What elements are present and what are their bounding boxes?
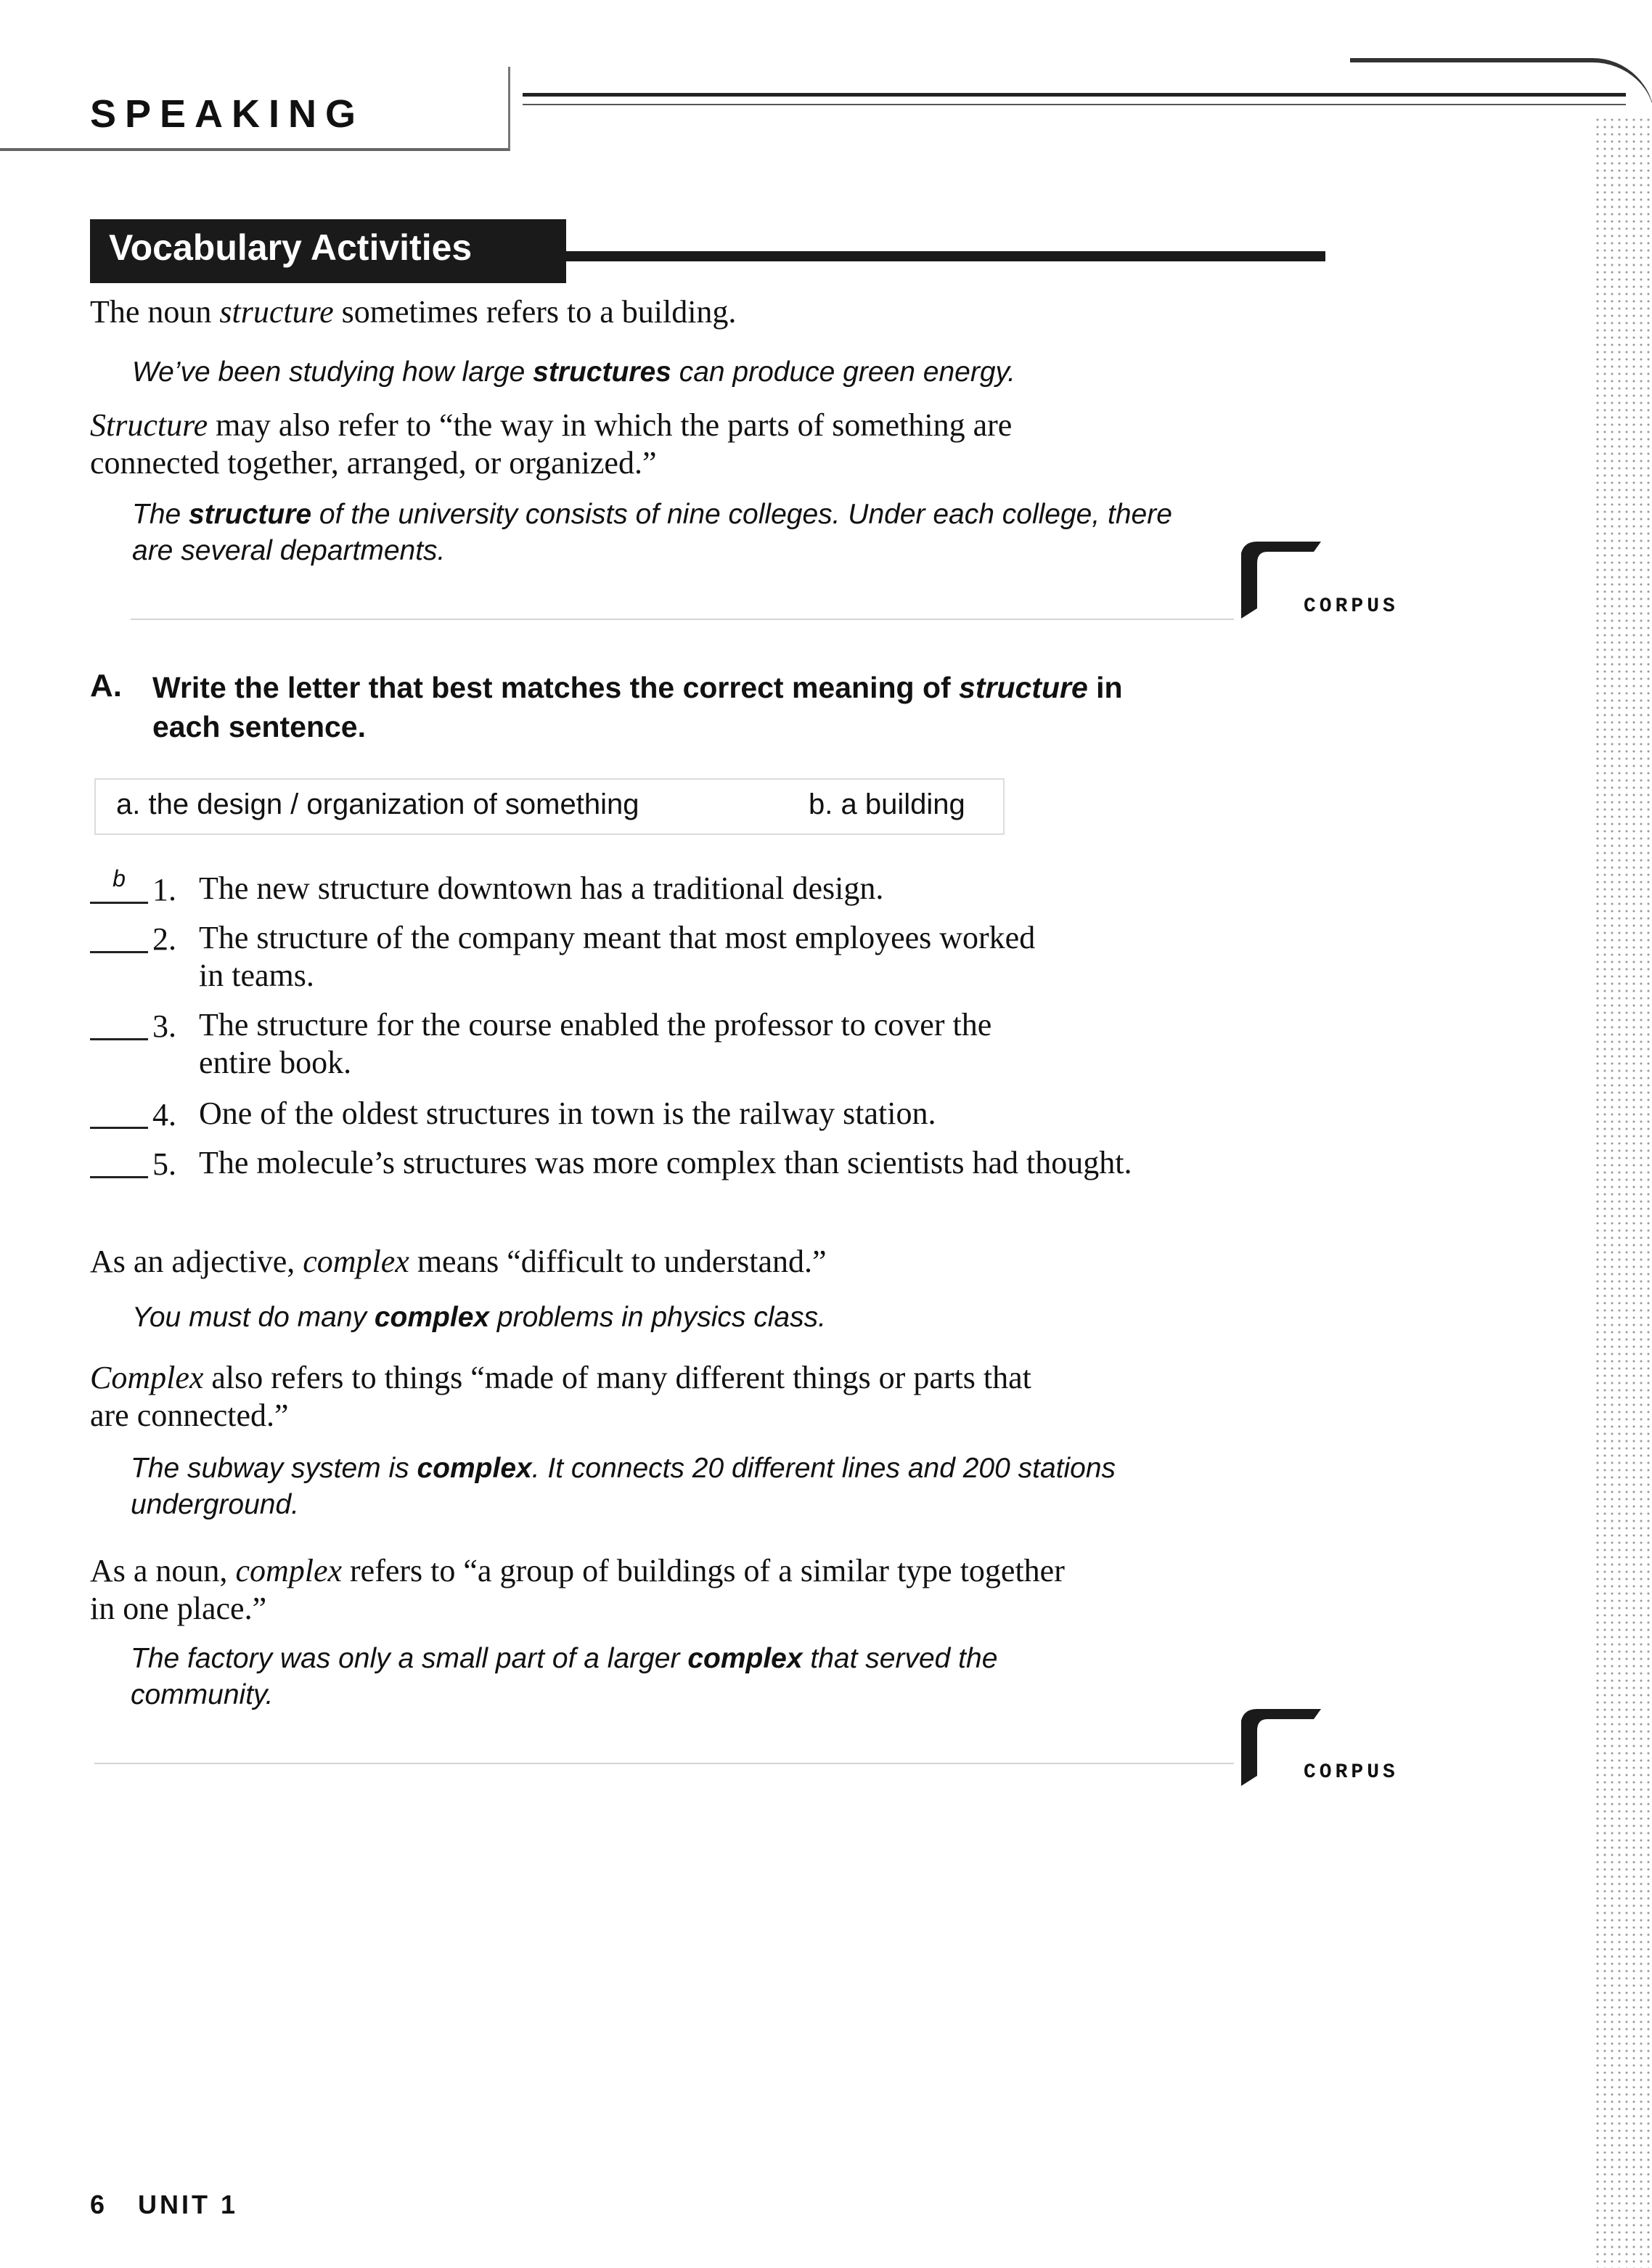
section-label: SPEAKING (90, 92, 365, 136)
answer-blank[interactable] (90, 865, 148, 904)
answer-blank[interactable] (90, 1009, 148, 1040)
page-edge-texture (1594, 116, 1652, 2268)
def-text: The noun (90, 294, 220, 330)
example-keyword: complex (374, 1302, 490, 1333)
item-line: The structure for the course enabled the professor to cover the (199, 1007, 992, 1043)
structure-definition-1 (90, 293, 736, 331)
exercise-item (90, 1006, 1324, 1086)
example-text: The subway system is (131, 1453, 417, 1484)
item-text (199, 919, 1035, 995)
def-word: Structure (90, 407, 208, 443)
def-text: As an adjective, (90, 1244, 303, 1279)
activity-instructions (152, 668, 1241, 746)
complex-definition-3 (90, 1552, 1065, 1628)
example-text: that served the (802, 1643, 998, 1674)
item-number: 3. (152, 1008, 176, 1044)
example-text: can produce green energy. (671, 356, 1015, 388)
item-number: 1. (152, 872, 176, 907)
header-rule (523, 93, 1626, 105)
example-keyword: complex (417, 1453, 532, 1484)
exercise-item (90, 1095, 1324, 1138)
item-line: entire book. (199, 1045, 352, 1080)
item-text: One of the oldest structures in town is the railway station. (199, 1096, 936, 1131)
example-text: We’ve been studying how large (132, 356, 533, 388)
answer-blank[interactable] (90, 1098, 148, 1129)
answer-text: b (113, 865, 126, 892)
section-divider (131, 619, 1234, 620)
page-number: 6 (90, 2190, 105, 2219)
item-line: The structure of the company meant that most employees worked (199, 920, 1036, 955)
answer-blank[interactable] (90, 922, 148, 953)
def-word: complex (303, 1244, 409, 1279)
structure-example-1 (132, 354, 1015, 391)
example-text: of the university consists of nine colleges. Under each college, there (311, 499, 1172, 530)
instruction-text: Write the letter that best matches the correct meaning of (152, 671, 960, 704)
instruction-text: each sentence. (152, 710, 366, 743)
example-text: are several departments. (132, 535, 446, 566)
complex-definition-2 (90, 1359, 1031, 1435)
corpus-label: CORPUS (1304, 595, 1399, 618)
exercise-item (90, 865, 1324, 913)
option-a: a. the design / organization of something (116, 788, 639, 820)
def-word: structure (219, 294, 334, 330)
example-text: problems in physics class. (489, 1302, 826, 1333)
vocab-heading-rule (566, 251, 1325, 261)
activity-letter: A. (90, 668, 122, 703)
def-text: refers to “a group of buildings of a similar type together (342, 1553, 1065, 1588)
exercise-item (90, 1144, 1324, 1188)
example-keyword: structure (189, 499, 312, 530)
def-text: As a noun, (90, 1553, 236, 1588)
unit-label: UNIT 1 (138, 2190, 239, 2219)
structure-example-2 (132, 497, 1172, 569)
section-divider (94, 1763, 1234, 1764)
instruction-word: structure (959, 671, 1088, 704)
item-number: 4. (152, 1097, 176, 1133)
answer-blank[interactable] (90, 1147, 148, 1178)
complex-example-2 (131, 1451, 1116, 1523)
def-text: means “difficult to understand.” (409, 1244, 827, 1279)
complex-example-1 (132, 1300, 826, 1336)
item-text: The molecule’s structures was more complex than scientists had thought. (199, 1145, 1132, 1180)
vocab-heading-title: Vocabulary Activities (109, 227, 473, 268)
def-text: may also refer to “the way in which the parts of something are (208, 407, 1013, 443)
item-number: 2. (152, 921, 176, 957)
item-text (199, 1006, 991, 1082)
exercise-item (90, 919, 1324, 999)
example-text: underground. (131, 1489, 300, 1520)
structure-definition-2 (90, 407, 1012, 482)
example-text: community. (131, 1679, 274, 1710)
instruction-text: in (1087, 671, 1123, 704)
item-number: 5. (152, 1146, 176, 1182)
example-text: . It connects 20 different lines and 200 stations (531, 1453, 1116, 1484)
option-b: b. a building (809, 788, 965, 820)
example-keyword: structures (533, 356, 671, 388)
item-text: The new structure downtown has a traditional design. (199, 870, 884, 906)
item-line: in teams. (199, 958, 314, 993)
complex-definition-1 (90, 1243, 827, 1281)
complex-example-3 (131, 1641, 997, 1713)
def-text: sometimes refers to a building. (333, 294, 737, 330)
page-curl-decoration (1350, 58, 1652, 121)
def-text: in one place.” (90, 1591, 267, 1626)
def-text: also refers to things “made of many different things or parts that (203, 1360, 1031, 1395)
def-word: Complex (90, 1360, 204, 1395)
def-text: are connected.” (90, 1398, 289, 1433)
example-text: The factory was only a small part of a larger (131, 1643, 688, 1674)
example-text: You must do many (132, 1302, 375, 1333)
example-keyword: complex (687, 1643, 803, 1674)
corpus-label: CORPUS (1304, 1761, 1399, 1784)
def-text: connected together, arranged, or organized.” (90, 445, 657, 481)
example-text: The (132, 499, 189, 530)
def-word: complex (235, 1553, 343, 1588)
